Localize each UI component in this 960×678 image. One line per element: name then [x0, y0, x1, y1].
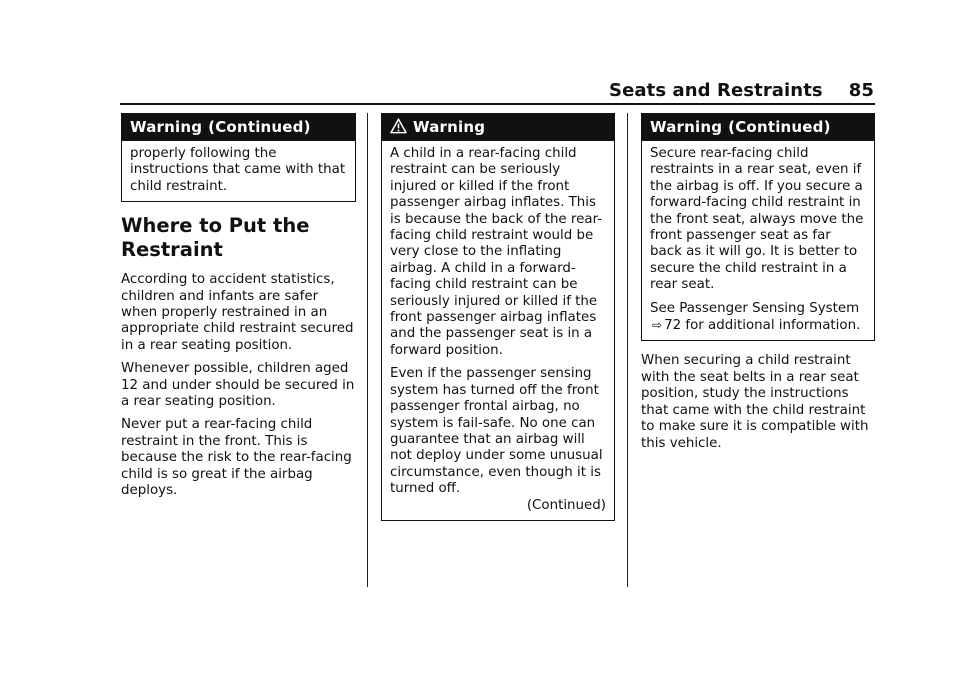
paragraph: Secure rear-facing child restraints in a rear seat, even if the airbag is off. If you secure a forward-facing child restraint in the front seat, always move the front passenger seat as far back as it will go. It is better to secure the child restraint in a rear seat. — [650, 146, 864, 293]
warning-box-header — [642, 114, 874, 141]
warning-box-continued — [121, 113, 356, 202]
reference-text-suffix: for additional information. — [685, 318, 861, 334]
warning-box — [381, 113, 615, 521]
page-reference-link[interactable]: 72 — [664, 318, 682, 334]
paragraph: Even if the passenger sensing system has turned off the front passenger frontal airbag, no system is fail-safe. No one can guarantee that an airbag will not deploy under some unusual circumstance, even though it is turned off. — [390, 366, 603, 497]
page-number: 85 — [848, 80, 874, 101]
warning-continued-label: (Continued) — [208, 118, 311, 136]
paragraph: According to accident statistics, children and infants are safer when properly restrained in an appropriate child restraint secured in a rear seating position. — [121, 272, 354, 353]
column-divider-2 — [627, 113, 628, 587]
warning-continued-label: (Continued) — [728, 118, 831, 136]
warning-box-body — [122, 141, 355, 201]
column-3 — [641, 113, 875, 459]
section-body — [641, 353, 875, 451]
column-divider-1 — [367, 113, 368, 587]
section-heading: Where to Put the Restraint — [121, 214, 310, 262]
page-header — [0, 80, 874, 101]
header-rule — [120, 103, 875, 105]
paragraph: Never put a rear-facing child restraint in the front. This is because the risk to the rear-facing child is so great if the airbag deploys. — [121, 417, 352, 499]
warning-box-header — [122, 114, 355, 141]
reference-text: See Passenger Sensing System — [650, 300, 860, 316]
warning-box-continued — [641, 113, 875, 341]
reference-paragraph — [650, 301, 866, 335]
paragraph: When securing a child restraint with the seat belts in a rear seat position, study the instructions that came with the child restraint to make sure it is compatible with this vehicle. — [641, 353, 869, 451]
column-1 — [121, 113, 356, 507]
section-title-header: Seats and Restraints — [609, 80, 823, 101]
continued-label: (Continued) — [526, 497, 606, 513]
warning-title: Warning — [413, 118, 486, 136]
warning-box-body — [642, 141, 874, 340]
warning-title: Warning — [130, 118, 203, 136]
column-2 — [381, 113, 615, 521]
paragraph: Whenever possible, children aged 12 and under should be secured in a rear seating position. — [121, 361, 355, 410]
warning-box-header — [382, 114, 614, 141]
warning-text: properly following the instructions that came with that child restraint. — [130, 146, 346, 194]
section-body — [121, 272, 356, 499]
paragraph: A child in a rear-facing child restraint can be seriously injured or killed if the front passenger airbag inflates. This is because the back of the rear-facing child restraint would be very close to the inflating airbag. A child in a forward-facing child restraint can be seriously injured or killed if the front passenger airbag inflates and the passenger seat is in a forward position. — [390, 146, 603, 358]
page-reference-arrow-icon: ⇨ — [652, 318, 663, 333]
warning-box-body — [382, 141, 614, 520]
warning-triangle-icon — [390, 116, 407, 143]
warning-title: Warning — [650, 118, 723, 136]
